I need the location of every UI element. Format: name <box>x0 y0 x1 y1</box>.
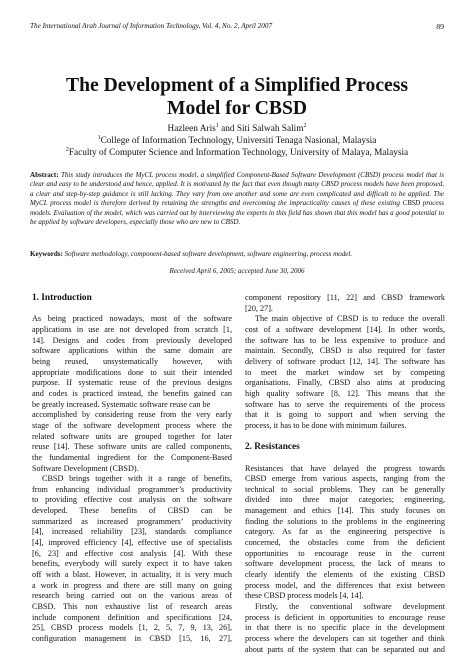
title-line-1: The Development of a Simplified Process <box>66 75 408 96</box>
keywords-label: Keywords: <box>30 250 63 258</box>
text-line: in that there is no specific place in the development <box>245 623 445 633</box>
left-column <box>32 293 232 645</box>
text-line: CBSD emerge from various aspects, ranging from the <box>245 474 445 484</box>
text-line: concerned, the obstacles come from the deficient <box>245 538 445 548</box>
text-line: As being practiced nowadays, most of the software <box>32 314 232 324</box>
author-2-sup: 2 <box>303 122 307 129</box>
affiliation-2-text: Faculty of Computer Science and Information Technology, University of Malaya, Malaysia <box>68 147 409 158</box>
text-line: off with a blast. However, in actuality, it is very much <box>32 570 232 580</box>
text-line: reuse [14]. These software units are called components, <box>32 442 232 452</box>
keywords <box>30 250 444 259</box>
text-line: software development process, the lack of means to <box>245 559 445 569</box>
text-line: benefits, everybody will surely expect it to have taken <box>32 559 232 569</box>
text-line: The main objective of CBSD is to reduce the overall <box>255 314 445 324</box>
text-line: being reused, unsystematically however, with <box>32 356 232 366</box>
text-line: and codes is practiced instead, the benefits gained can <box>32 388 232 398</box>
text-line: research being carried out on the various areas of <box>32 591 232 601</box>
text-line: software applications within the same domain are <box>32 346 232 356</box>
text-line: delivery of software product [12, 14]. The software has <box>245 356 445 366</box>
text-line: from enhancing individual programmer’s productivity <box>32 484 232 494</box>
right-column <box>245 293 445 655</box>
text-line: summarized as increased programmers’ productivity <box>32 516 232 526</box>
text-line: CBSD brings together with it a range of benefits, <box>42 474 232 484</box>
text-line: divided into three major categories; engineering, <box>245 495 445 505</box>
affiliation-1 <box>0 136 474 148</box>
text-line: related software units are grouped together for later <box>32 431 232 441</box>
text-line: opportunities to encourage reuse in the current <box>245 548 445 558</box>
text-line: to meet the market window set by competing <box>245 367 445 377</box>
text-line: include component definition and specifications [24, <box>32 612 232 622</box>
text-line: category. As far as the engineering perspective is <box>245 527 445 537</box>
text-line: Firstly, the conventional software development <box>255 602 445 612</box>
affiliation-2-sup: 2 <box>65 146 69 153</box>
section-heading: 1. Introduction <box>32 293 92 303</box>
text-line: these CBSD process models [4, 14]. <box>245 591 364 601</box>
text-line: the software has to be less expensive to produce and <box>245 335 445 345</box>
text-line: a work in progress and there are still many on going <box>32 580 232 590</box>
affiliation-1-text: College of Information Technology, Universiti Tenaga Nasional, Malaysia <box>100 135 377 146</box>
text-line: process where the developers can sit together and think <box>245 634 445 643</box>
text-line: Software Development (CBSD). <box>32 463 139 473</box>
received-date: Received April 6, 2005; accepted June 30, 2006 <box>169 267 305 275</box>
section-heading: 2. Resistances <box>245 442 300 453</box>
text-line: management and ethics [14]. This study focuses on <box>245 506 445 516</box>
text-line: maintain. Secondly, CBSD is also required for faster <box>245 346 445 356</box>
text-line: process model, and the differences that exist between <box>245 580 445 590</box>
text-line <box>245 432 445 443</box>
abstract-label: Abstract: <box>30 171 59 179</box>
text-line: technical to social problems. They can be generally <box>245 484 445 494</box>
text-line: CBSD. This non exhaustive list of research areas <box>32 602 232 612</box>
text-line: developed. These benefits of CBSD can be <box>32 506 232 516</box>
text-line: the fundamental ingredient for the Component-Based <box>32 452 232 462</box>
affiliation-2 <box>0 148 474 160</box>
authors-block <box>0 124 474 160</box>
text-line: process, it has to be done with minimum failures. <box>245 420 407 430</box>
text-line: [6, 23] and effective cost analysis [4]. With these <box>32 548 232 558</box>
text-line: accomplished by considering reuse from the very early <box>32 410 232 420</box>
title-line-2: Model for CBSD <box>166 98 308 119</box>
text-line: applications in use are not developed from scratch [1, <box>32 324 232 334</box>
abstract-text: This study introduces the MyCL process model, a simplified Component-Based Software Development (CBSD) process model that is clear and easy to be understood and hence, applied. It is motivated by the fact that even though many CBSD process models have been proposed, a clear and step-by-step guidance is still lacking. They vary from one another and some are even complicated and difficult to be applied. The MyCL process model is therefore derived by retaining the strengths and overcoming the impracticality causes of these existing CBSD process models. Evaluation of the model, which was carried out by interviewing the experts in this field has shown that this model has a good potential to be applied by software developers, especially those who are new to CBSD. <box>30 171 445 227</box>
text-line: that it is going to support and when serving the <box>245 410 445 420</box>
text-line: finding the solutions to the problems in the engineering <box>245 516 445 526</box>
author-1: Hazleen Aris <box>167 124 216 134</box>
text-line: to providing effective cost analysis on the software <box>32 495 232 505</box>
text-line: cost of a software development [14]. In other words, <box>245 324 445 334</box>
text-line: [20, 27]. <box>245 303 273 313</box>
author-2: and Siti Salwah Salim <box>218 124 304 134</box>
text-line: clearly identify the elements of the existing CBSD <box>245 570 445 580</box>
text-line: about parts of the system that can be separated out and <box>245 644 445 654</box>
text-line: organisations. Finally, CBSD also aims at producing <box>245 378 445 388</box>
keywords-text: Software methodology, component-based software development, software engineering, process model. <box>64 250 353 258</box>
text-line: Resistances that have delayed the progress towards <box>245 463 445 473</box>
text-line: [4], improved efficiency [4], effective use of specialists <box>32 538 232 548</box>
author-names <box>0 124 474 136</box>
text-line: 25], CBSD process models [1, 2, 5, 7, 9, 13, 26], <box>32 623 232 633</box>
text-line: 14]. Designs and codes from previously developed <box>32 335 232 345</box>
text-line: stage of the software development process where the <box>32 420 232 430</box>
author-1-sup: 1 <box>215 122 219 129</box>
text-line: software has to serve the requirements of the process <box>245 399 445 409</box>
text-line: process is deficient in opportunities to encourage reuse <box>245 612 445 622</box>
text-line <box>245 453 445 464</box>
text-line: purpose. If systematic reuse of the previous designs <box>32 378 232 388</box>
text-line: component repository [11, 22] and CBSD framework <box>245 293 445 302</box>
running-head: The International Arab Journal of Information Technology, Vol. 4, No. 2, April 2007 <box>30 22 273 30</box>
affiliation-1-sup: 1 <box>97 134 101 141</box>
paper-title <box>0 74 474 120</box>
text-line: be greatly increased. Systematic software reuse can be <box>32 399 211 409</box>
text-line: high quality software [8, 12]. This means that the <box>245 388 445 398</box>
abstract <box>30 171 444 227</box>
text-line <box>32 304 232 315</box>
text-line: appropriate modifications done to suit their intended <box>32 367 232 377</box>
text-line: configuration management in CBSD [15, 16, 27], <box>32 634 232 643</box>
text-line: [4], increased reliability [23], standards compliance <box>32 527 232 537</box>
page-number: 89 <box>436 22 444 31</box>
